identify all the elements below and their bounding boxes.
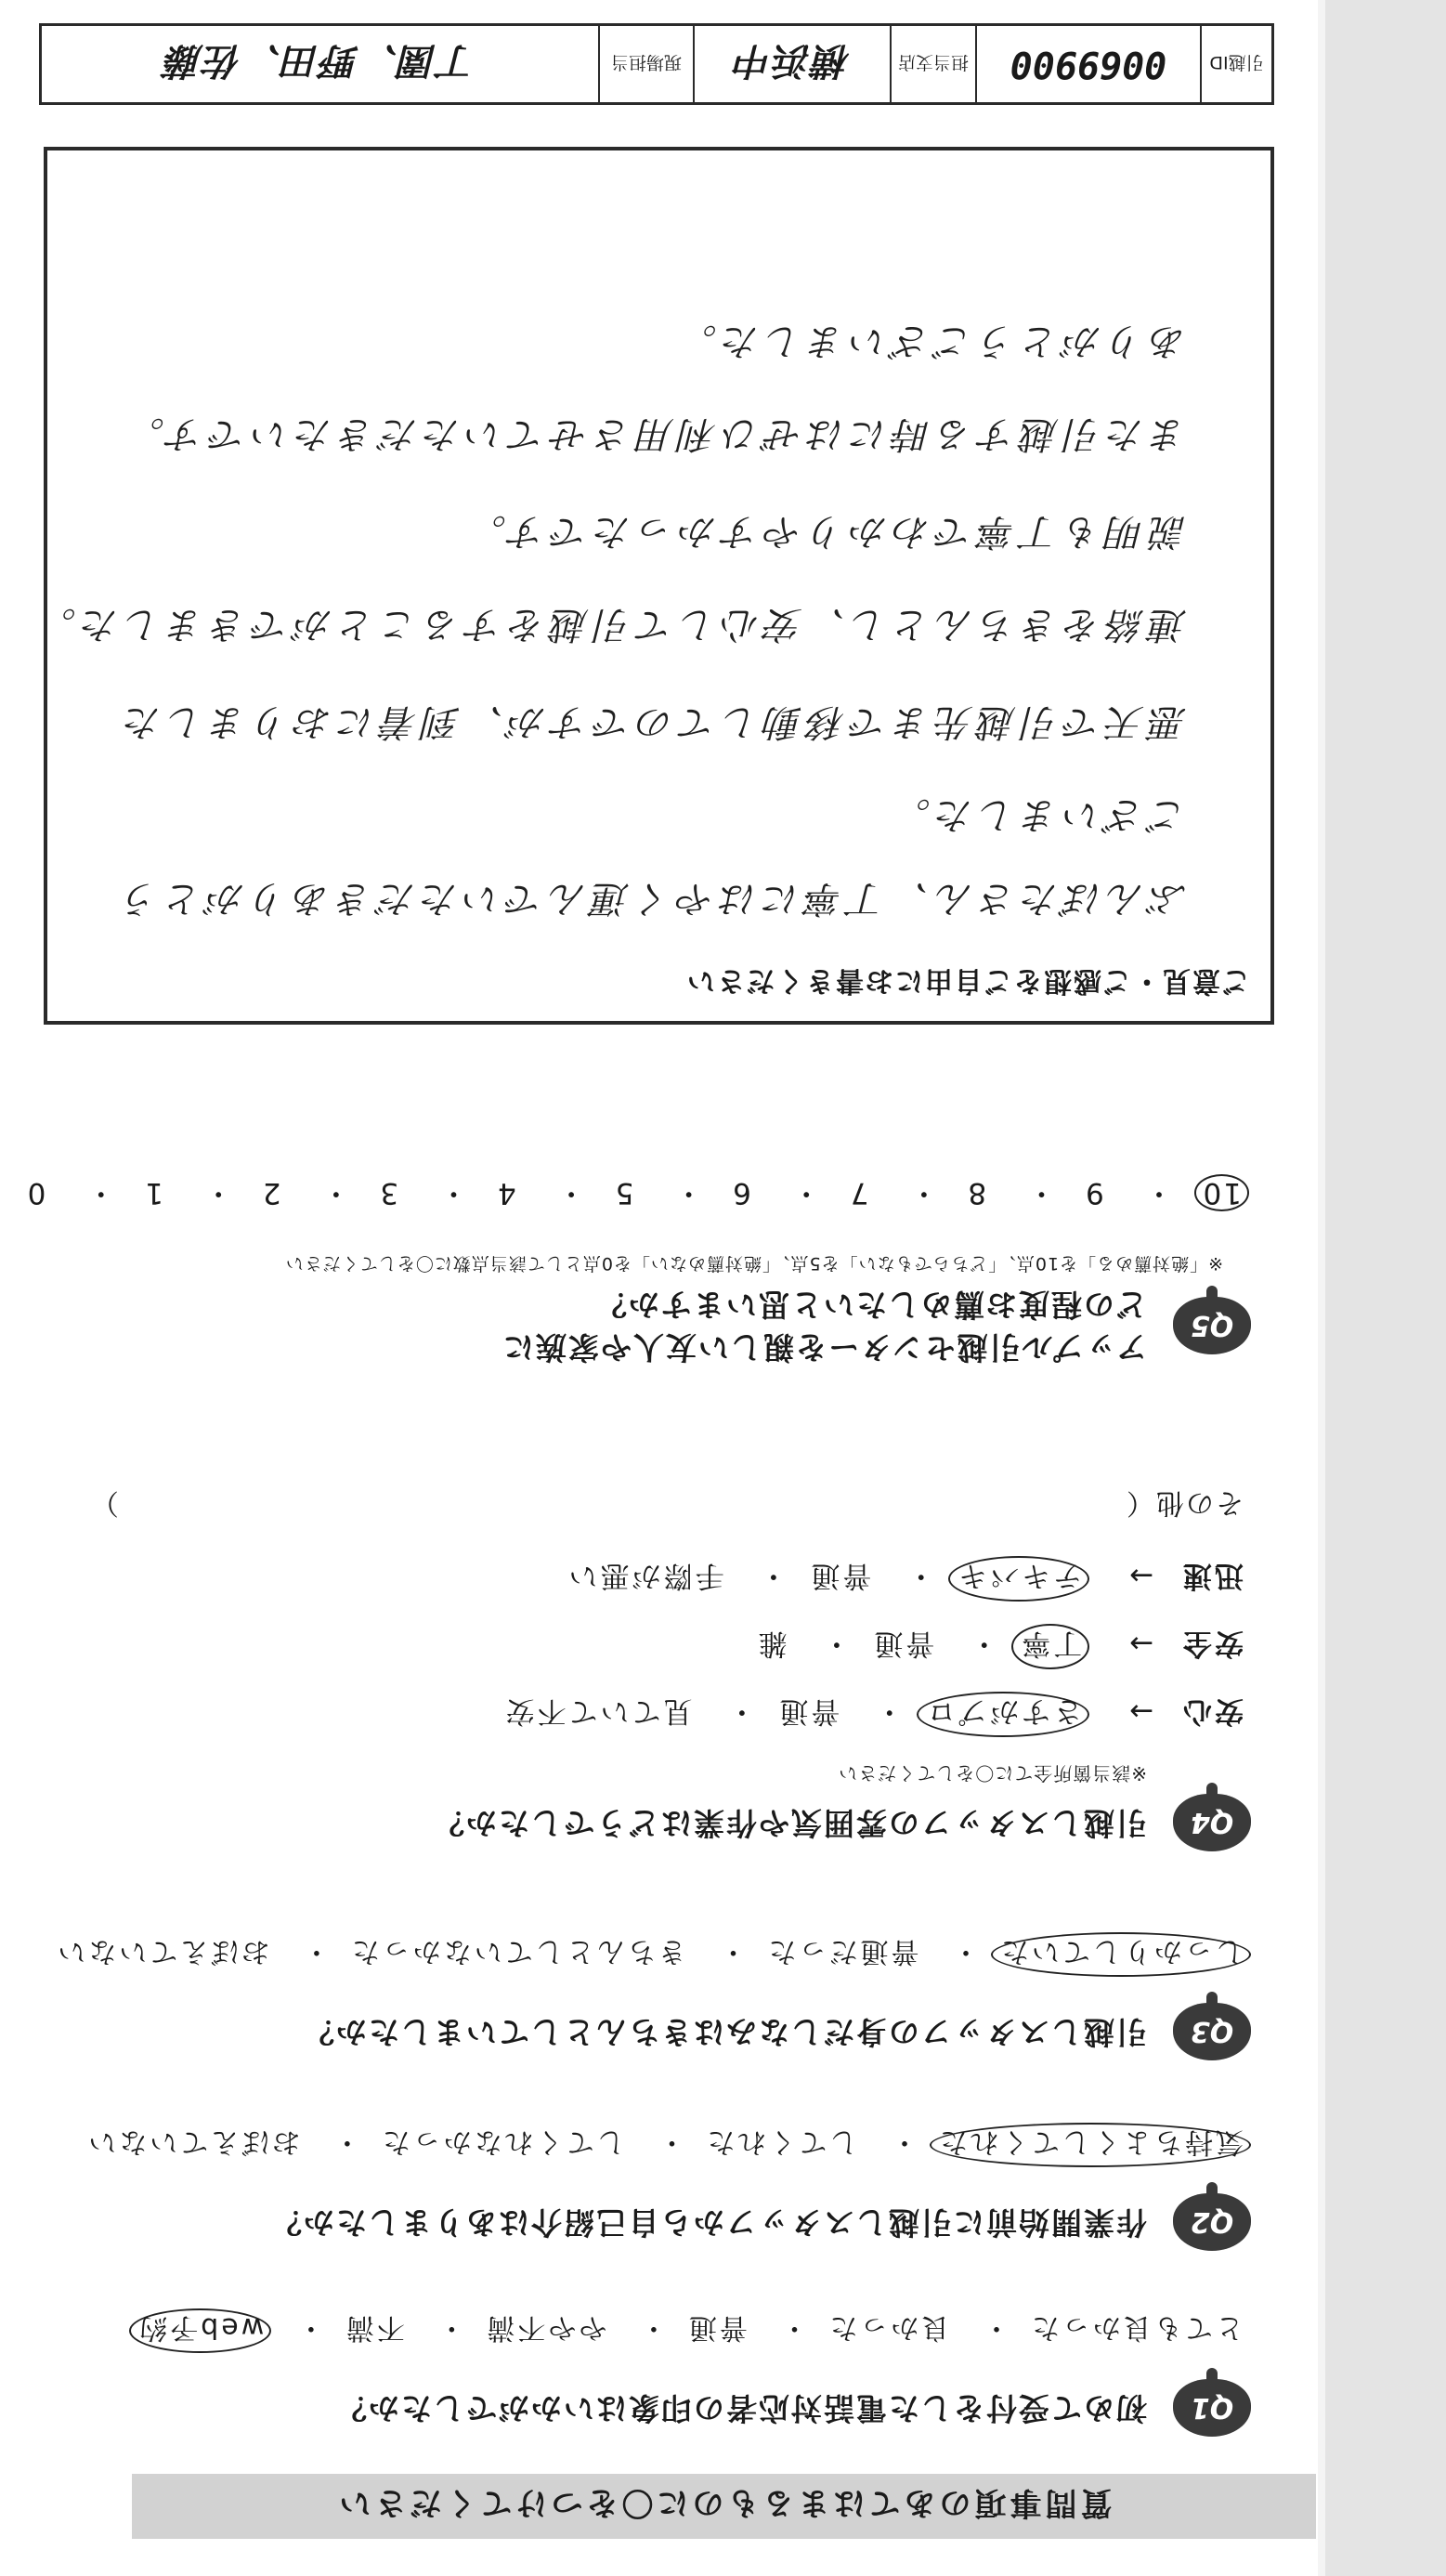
score-option[interactable]: 2 — [260, 1176, 281, 1210]
branch-label: 担当支店 — [890, 26, 975, 102]
row-label: 安心 — [1180, 1694, 1244, 1728]
question-badge: Q3 — [1173, 2003, 1251, 2060]
option[interactable]: 普通 — [685, 2311, 748, 2344]
instructions-header — [132, 2474, 1316, 2539]
other-close: ） — [88, 1486, 119, 1519]
option[interactable]: 良かった — [827, 2311, 950, 2344]
option-selected[interactable]: 丁寧 — [1011, 1624, 1089, 1669]
answer-options: とても良かった・ 良かった・ 普通・ やや不満・ 不満・ web予約 — [62, 2310, 1244, 2351]
option[interactable]: 不満 — [343, 2311, 405, 2344]
answer-options: しっかりしていた・ 普通だった・ きちんとしていなかった・ おぼえていない — [62, 1934, 1244, 1975]
score-option[interactable]: 5 — [613, 1176, 634, 1210]
question-badge: Q4 — [1173, 1794, 1251, 1851]
option[interactable]: 手際が悪い — [566, 1559, 724, 1592]
rating-row-anzen: 安全 → 丁寧・ 普通・ 雑 — [62, 1626, 1244, 1667]
option[interactable]: してくれた — [704, 2125, 858, 2158]
option[interactable]: 普通 — [871, 1627, 935, 1660]
score-option[interactable]: 4 — [495, 1176, 516, 1210]
option[interactable]: きちんとしていなかった — [348, 1935, 686, 1968]
arrow-icon: → — [1127, 1694, 1154, 1728]
score-option[interactable]: 8 — [966, 1176, 987, 1210]
question-text-line2: どの程度お薦めしたいと思いますか？ — [594, 1287, 1147, 1323]
score-option[interactable]: 3 — [378, 1176, 399, 1210]
score-scale: 10・ 9・ 8・ 7・ 6・ 5・ 4・ 3・ 2・ 1・ 0 — [62, 1175, 1242, 1217]
option-selected[interactable]: しっかりしていた — [991, 1932, 1251, 1977]
question-badge: Q1 — [1173, 2379, 1251, 2437]
staff-value: 丁園、野田、佐藤 — [163, 39, 476, 84]
question-text: 初めて受付をした電話対応者の印象はいかがでしたか？ — [334, 2390, 1147, 2426]
question-text: 作業開始前に引越しスタッフから自己紹介はありましたか？ — [269, 2204, 1147, 2241]
question-4 — [62, 1485, 1251, 1851]
id-value: 0069900 — [975, 26, 1200, 102]
instructions-title: 質問事項のあてはまるものに〇をつけてください — [335, 2484, 1113, 2522]
question-note: ※「絶対薦める」を10点、「どちらでもない」を5点、「絶対薦めない」を0点として該当点数に〇をしてください — [284, 1253, 1223, 1274]
score-option[interactable]: 1 — [143, 1176, 163, 1210]
option[interactable]: おぼえていない — [55, 1935, 270, 1968]
comment-line: ありがとうございました。 — [674, 320, 1187, 362]
comment-title: ご意見・ご感想をご自由にお書きください — [685, 964, 1250, 997]
id-label: 引越ID — [1200, 26, 1271, 102]
scan-edge-strip — [1318, 0, 1446, 2576]
question-2 — [62, 2125, 1251, 2251]
rating-row-anshin: 安心 → さすがプロ・ 普通・ 見ていて不安 — [62, 1693, 1244, 1735]
question-3 — [55, 1934, 1251, 2060]
comment-line: 連絡をきちんとし、安心して引越をすることができました。 — [33, 603, 1187, 646]
option[interactable]: おぼえていない — [85, 2125, 301, 2158]
branch-value: 横浜中 — [693, 26, 890, 102]
question-1 — [62, 2310, 1251, 2437]
option[interactable]: してくれなかった — [379, 2125, 625, 2158]
other-field[interactable] — [62, 1485, 1244, 1526]
question-note: ※該当箇所全てに〇をしてください — [838, 1762, 1147, 1785]
question-5 — [25, 1175, 1251, 1368]
option-selected[interactable]: さすがプロ — [917, 1692, 1089, 1737]
option[interactable]: とても良かった — [1029, 2311, 1244, 2344]
score-selected[interactable]: 10 — [1194, 1174, 1249, 1211]
comment-line: また引越する時にはぜひ利用させていただきたいです。 — [122, 412, 1187, 455]
comment-line: ございました。 — [888, 793, 1187, 836]
score-option[interactable]: 6 — [731, 1176, 751, 1210]
option[interactable]: 雑 — [755, 1627, 788, 1660]
question-text: 引越しスタッフの身だしなみはきちんとしていましたか？ — [302, 2014, 1147, 2050]
comment-line: ぶんぼたさん、丁寧にはやく運んでいただきありがとう — [116, 877, 1187, 920]
record-id-table — [39, 23, 1274, 105]
arrow-icon: → — [1127, 1627, 1154, 1660]
score-option[interactable]: 7 — [848, 1176, 869, 1210]
answer-options: 気持ちよくしてくれた・ してくれた・ してくれなかった・ おぼえていない — [62, 2125, 1244, 2165]
other-label: その他（ — [1125, 1486, 1244, 1519]
question-badge: Q2 — [1173, 2193, 1251, 2251]
arrow-icon: → — [1127, 1559, 1154, 1592]
comment-line: 悪天で引越先まで移動してのですが、到着におりました — [119, 700, 1187, 743]
option[interactable]: 普通 — [808, 1559, 872, 1592]
score-option[interactable]: 0 — [25, 1176, 46, 1210]
option[interactable]: やや不満 — [484, 2311, 607, 2344]
option-selected[interactable]: テキパキ — [948, 1556, 1089, 1602]
option[interactable]: 普通 — [776, 1694, 840, 1728]
comment-box[interactable] — [33, 147, 1274, 1025]
option[interactable]: 普通だった — [765, 1935, 919, 1968]
row-label: 迅速 — [1180, 1559, 1244, 1592]
score-option[interactable]: 9 — [1083, 1176, 1104, 1210]
staff-label: 現場担当 — [598, 26, 693, 102]
rating-row-jinsoku: 迅速 → テキパキ・ 普通・ 手際が悪い — [62, 1558, 1244, 1600]
option[interactable]: 見ていて不安 — [502, 1694, 693, 1728]
option-selected[interactable]: 気持ちよくしてくれた — [930, 2123, 1251, 2167]
option-selected[interactable]: web予約 — [129, 2308, 271, 2353]
question-text: 引越しスタッフの雰囲気や作業はどうでしたか？ — [432, 1805, 1147, 1841]
question-text-line1: アップル引越センターを親しい友人や家族に — [501, 1329, 1147, 1366]
comment-line: 説明も丁寧でわかりやすかったです。 — [463, 510, 1187, 553]
row-label: 安全 — [1180, 1627, 1244, 1660]
question-badge: Q5 — [1173, 1297, 1251, 1354]
